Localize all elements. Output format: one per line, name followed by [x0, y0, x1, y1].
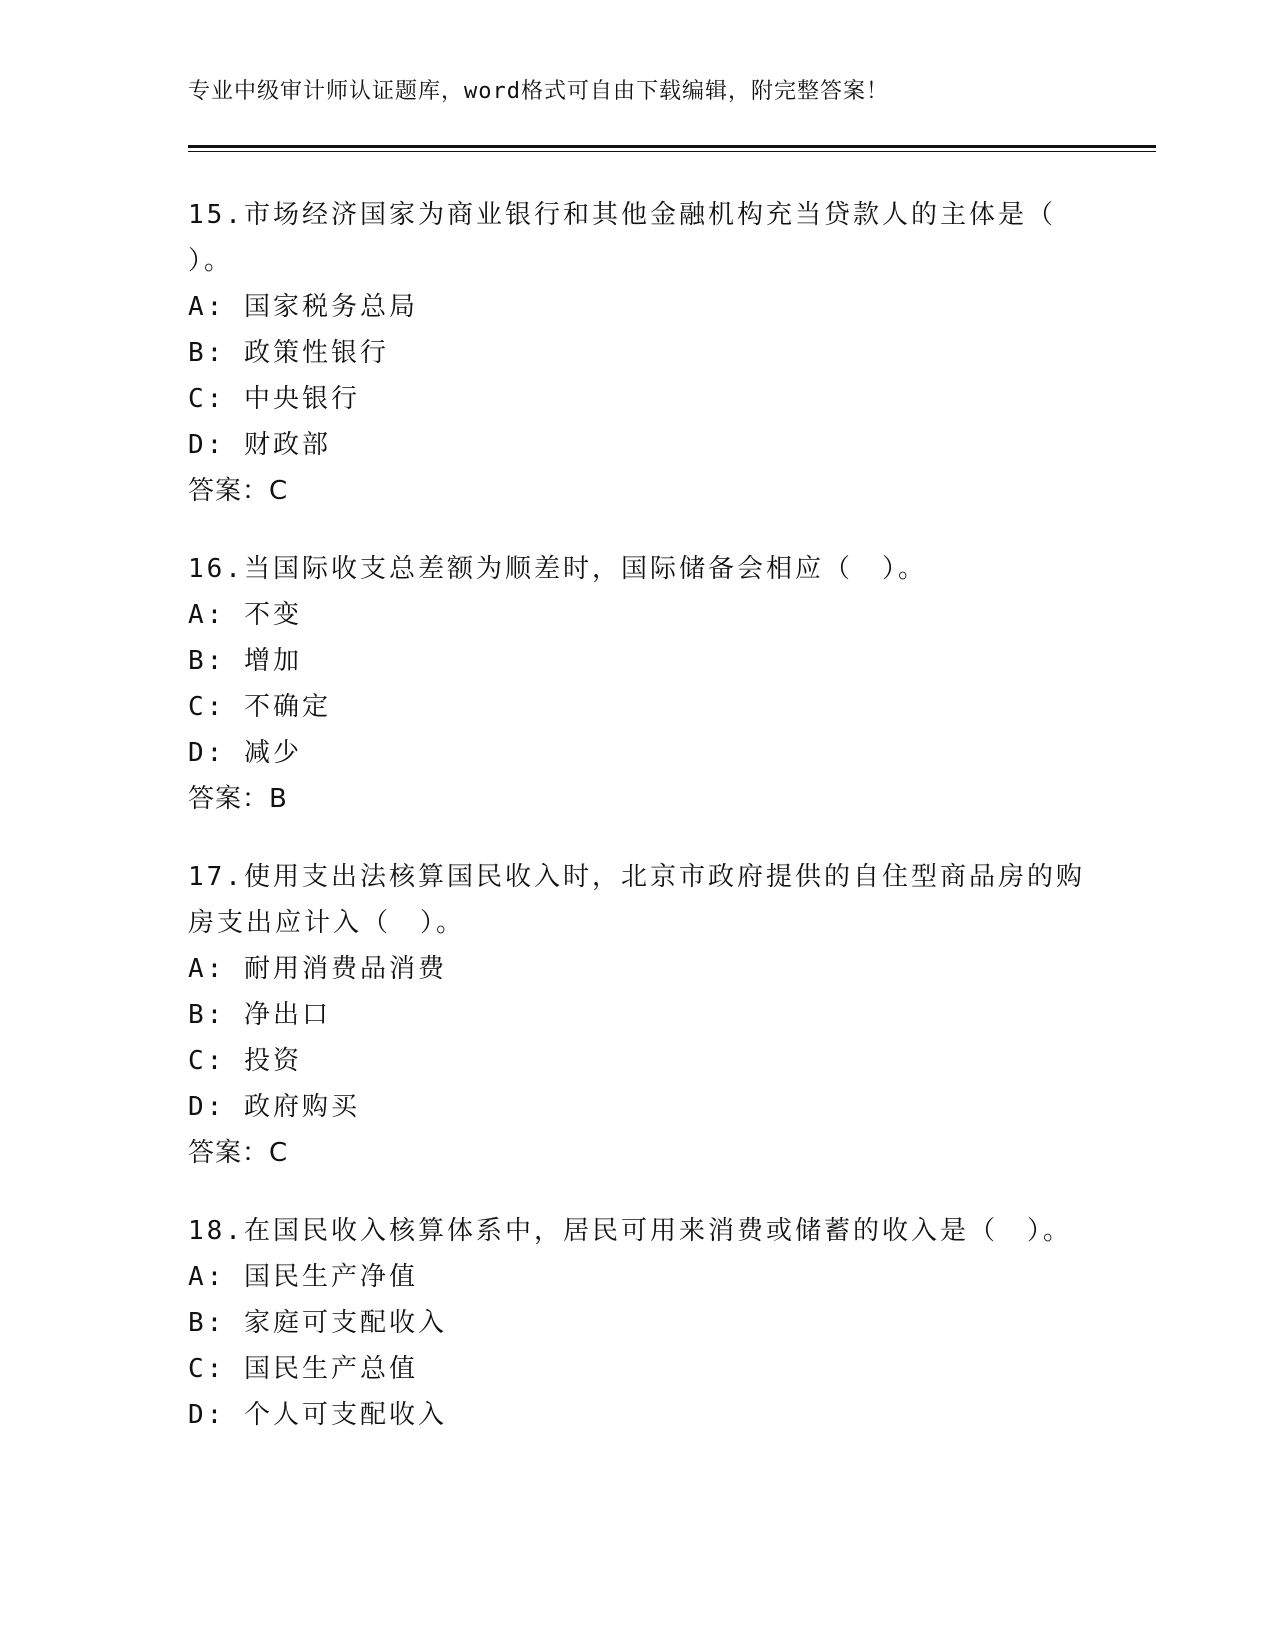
question-stem-continued: ）。	[188, 246, 234, 276]
question-18	[188, 1208, 1088, 1438]
option-a: A: 不变	[188, 600, 302, 630]
question-17	[188, 854, 1088, 1176]
question-stem: 15.市场经济国家为商业银行和其他金融机构充当贷款人的主体是（	[188, 200, 1056, 230]
question-stem: 18.在国民收入核算体系中，居民可用来消费或储蓄的收入是（ ）。	[188, 1216, 1072, 1246]
option-a: A: 国家税务总局	[188, 292, 418, 322]
answer: 答案：C	[188, 476, 289, 506]
option-c: C: 中央银行	[188, 384, 360, 414]
question-15	[188, 192, 1088, 514]
page-header: 专业中级审计师认证题库，word格式可自由下载编辑，附完整答案！	[188, 79, 889, 104]
option-d: D: 减少	[188, 738, 302, 768]
option-b: B: 增加	[188, 646, 302, 676]
option-d: D: 财政部	[188, 430, 331, 460]
option-d: D: 个人可支配收入	[188, 1400, 447, 1430]
answer: 答案：B	[188, 784, 288, 814]
option-d: D: 政府购买	[188, 1092, 360, 1122]
option-c: C: 不确定	[188, 692, 331, 722]
question-stem: 16.当国际收支总差额为顺差时，国际储备会相应（ ）。	[188, 554, 927, 584]
option-c: C: 国民生产总值	[188, 1354, 418, 1384]
question-stem-continued: 房支出应计入（ ）。	[188, 908, 466, 938]
question-stem: 17.使用支出法核算国民收入时，北京市政府提供的自住型商品房的购	[188, 862, 1085, 892]
option-b: B: 政策性银行	[188, 338, 389, 368]
option-a: A: 耐用消费品消费	[188, 954, 447, 984]
option-b: B: 家庭可支配收入	[188, 1308, 447, 1338]
option-c: C: 投资	[188, 1046, 302, 1076]
header-divider-thin	[188, 151, 1156, 152]
answer: 答案：C	[188, 1138, 289, 1168]
option-b: B: 净出口	[188, 1000, 331, 1030]
header-divider-thick	[188, 145, 1156, 148]
question-16	[188, 546, 1088, 822]
option-a: A: 国民生产净值	[188, 1262, 418, 1292]
